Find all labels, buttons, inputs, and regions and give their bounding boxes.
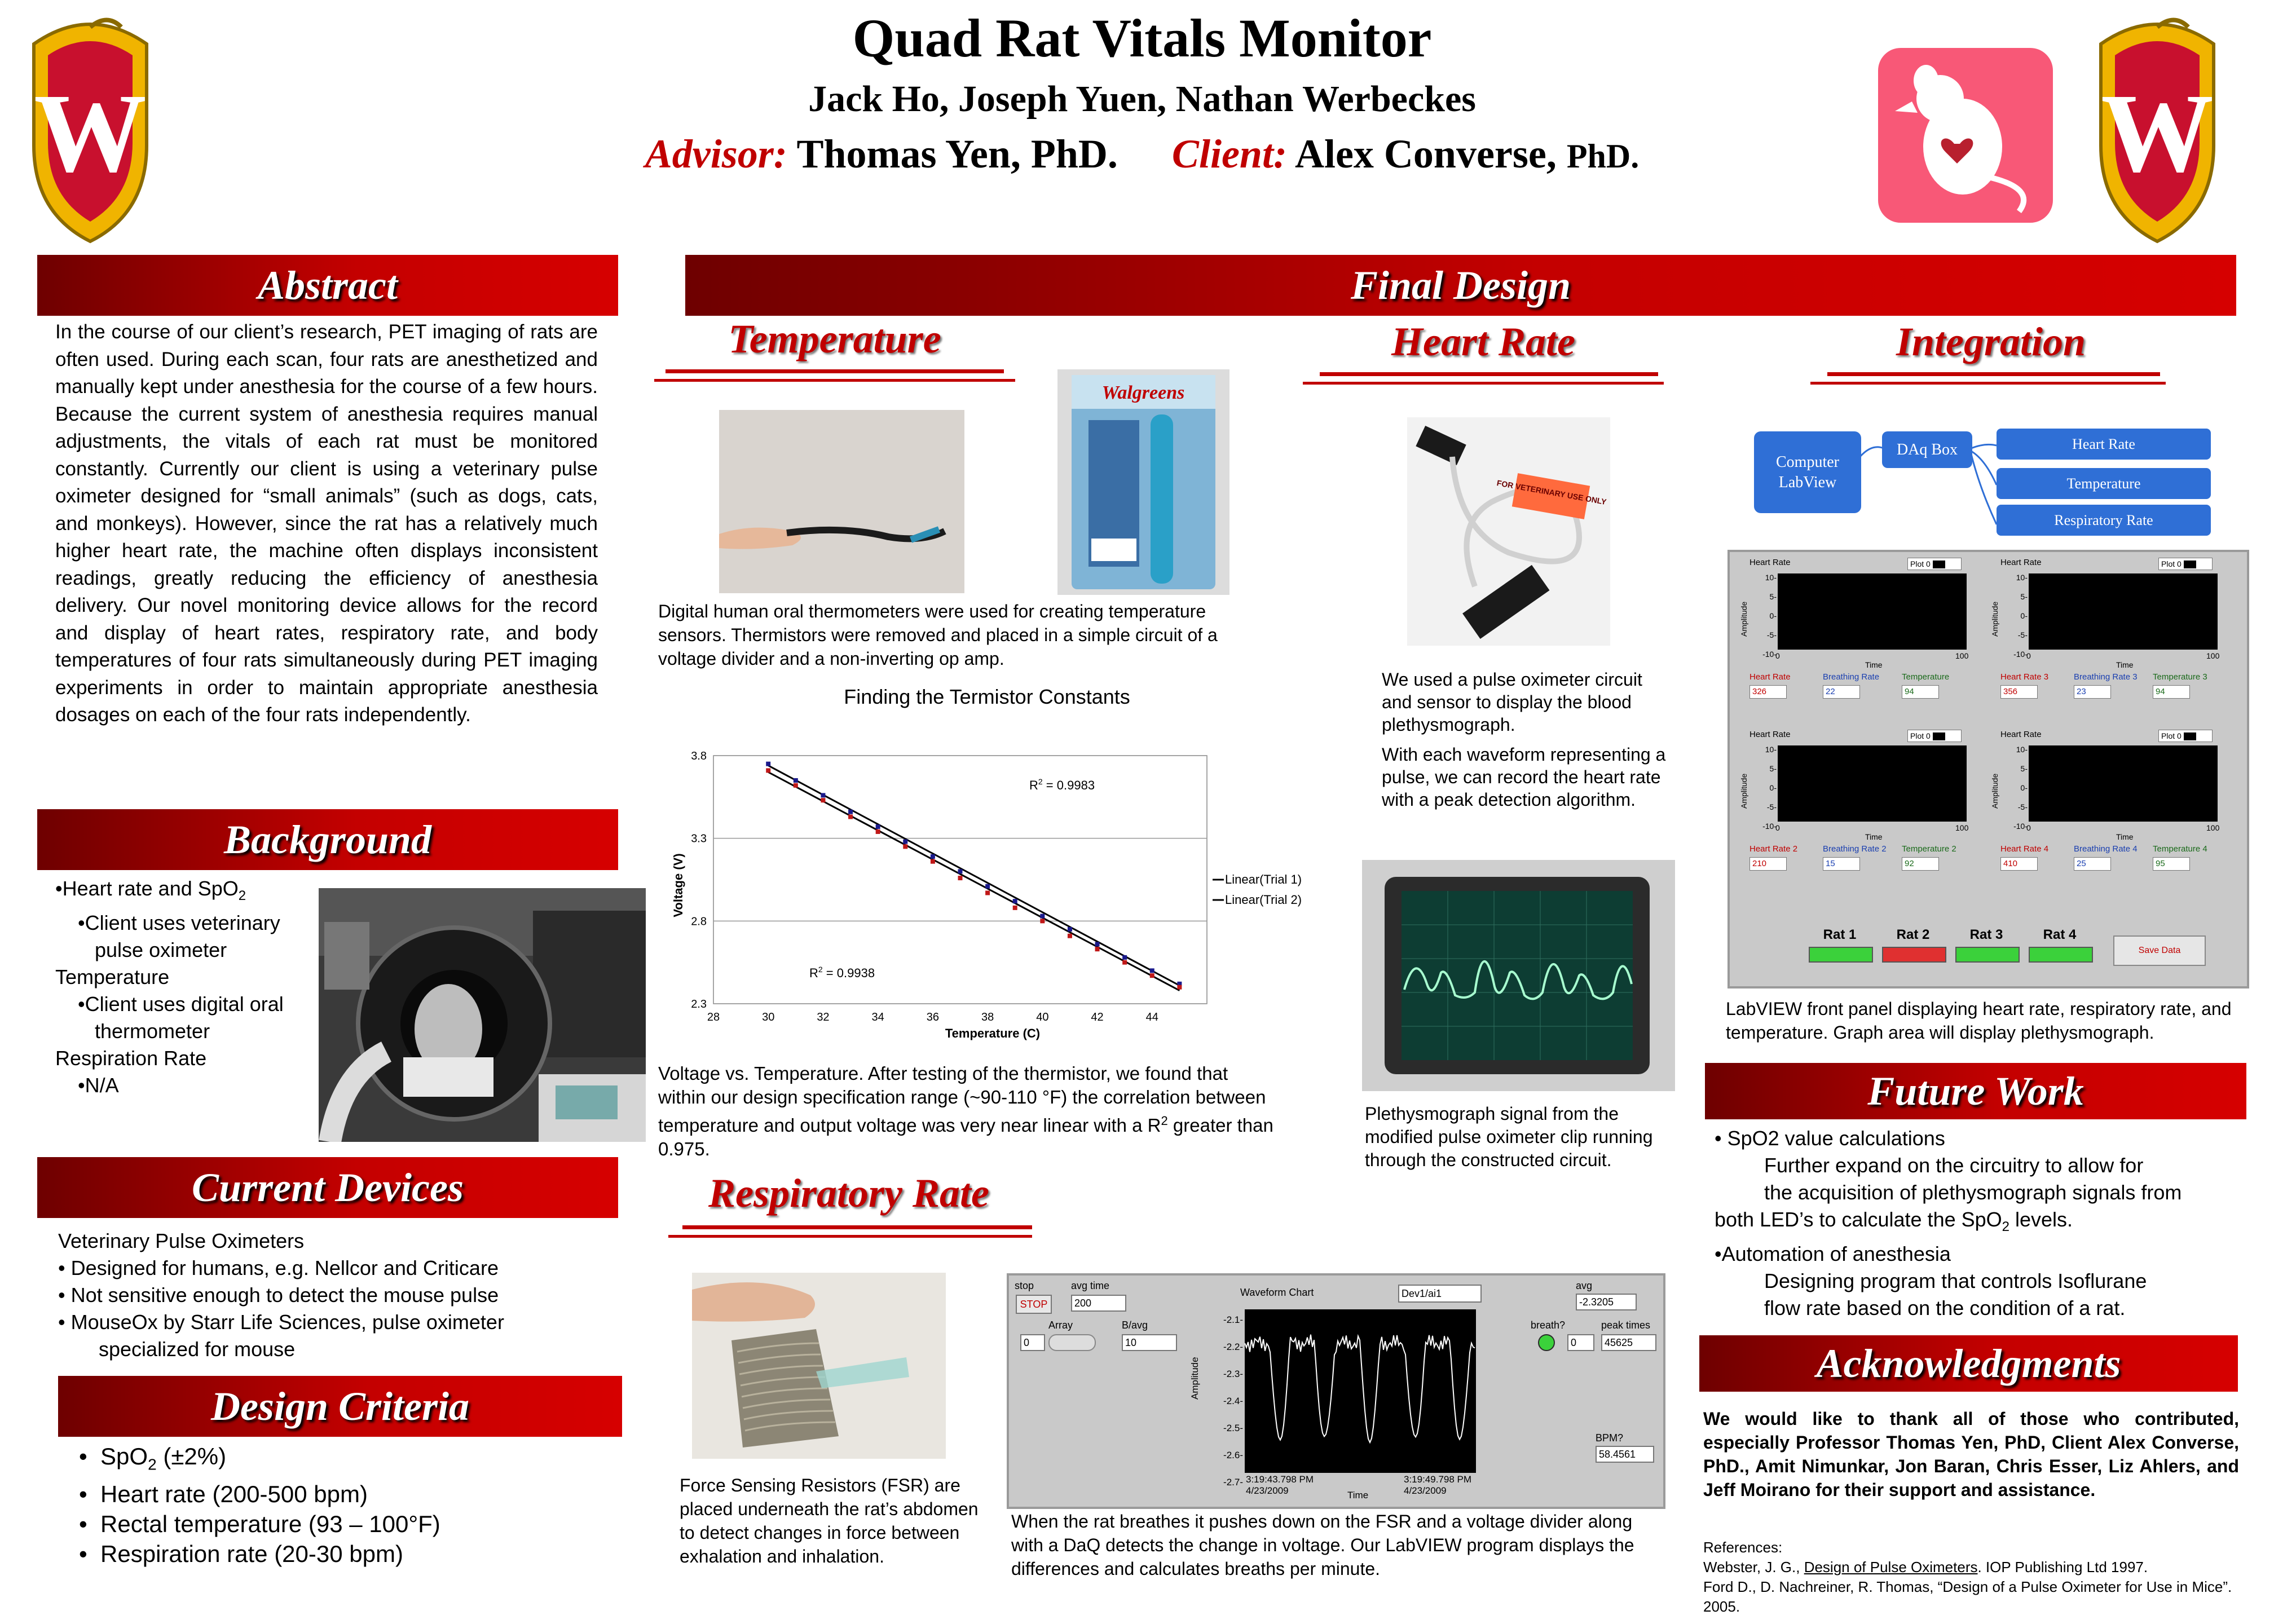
chart-point-2: [1040, 919, 1045, 923]
lv-plot-legend[interactable]: Plot 0: [2158, 730, 2213, 742]
chart-point-1: [1040, 914, 1045, 919]
lv-ytick: 10-: [2016, 745, 2028, 754]
lv-rat-toggle-1[interactable]: [1809, 947, 1873, 963]
integration-block-diagram: [1748, 420, 2245, 550]
lv-plot-legend[interactable]: Plot 0: [1907, 558, 1962, 570]
ref-1-author: Webster, J. G.,: [1703, 1559, 1804, 1576]
respiratory-labview-caption: When the rat breathes it pushes down on the FSR and a voltage divider along with a DaQ detects the change in voltage. Our LabVIEW program displays the differences and calculates breaths per minute.: [1011, 1511, 1634, 1579]
chart-point-2: [876, 829, 880, 834]
cd-line-3: • Not sensitive enough to detect the mouse pulse: [58, 1283, 499, 1307]
dc-line-1-rest: (±2%): [156, 1443, 227, 1469]
lv-ytick: -10-: [2013, 822, 2028, 831]
lv-ytick: -2.3-: [1223, 1369, 1243, 1379]
current-devices-banner: Current Devices: [37, 1157, 618, 1218]
lv-ytick: -2.6-: [1223, 1450, 1243, 1460]
lv-ytick: 10-: [1765, 745, 1777, 754]
heart-rate-caption-2: With each waveform representing a pulse, we can record the heart rate with a peak detection algorithm.: [1382, 744, 1666, 810]
lv-graph-yaxis: Amplitude: [1739, 601, 1748, 637]
lv-rat-label-1: Rat 1: [1823, 927, 1857, 942]
fw-line-7: flow rate based on the condition of a rat.: [1764, 1296, 2126, 1320]
lv-ytick: 5-: [1769, 592, 1777, 601]
client-suffix: PhD.: [1566, 138, 1640, 175]
lv-field-value: 94: [1902, 685, 1939, 699]
lv-graph-xaxis: Time: [1865, 660, 1883, 669]
chart-point-1: [931, 854, 935, 859]
chart-xtick-label: 40: [1036, 1011, 1049, 1023]
box-computer-labview: Computer LabView: [1754, 431, 1861, 513]
lv-ytick: -5-: [1766, 630, 1777, 639]
chart-ytick-label: 3.8: [691, 750, 707, 762]
lv-chart-yticks: [1212, 1307, 1243, 1496]
fw-line-2: Further expand on the circuitry to allow for: [1764, 1154, 2144, 1177]
fsr-photo: [692, 1273, 946, 1459]
chart-point-2: [794, 783, 798, 788]
box-temperature: Temperature: [1997, 468, 2211, 499]
chart-point-1: [1095, 942, 1100, 946]
lv-stop-label: stop: [1015, 1280, 1034, 1291]
box-heart-rate: Heart Rate: [1997, 429, 2211, 460]
lv-breath-led-icon: [1538, 1334, 1555, 1351]
lv-graph-yticks: [1755, 568, 1777, 664]
lv-ytick: -2.4-: [1223, 1396, 1243, 1406]
labview-caption: LabVIEW front panel displaying heart rate, respiratory rate, and temperature. Graph area will display plethysmograph.: [1726, 999, 2232, 1043]
lv-waveform-trace: [1245, 1335, 1475, 1442]
lv-ytick: -10-: [2013, 650, 2028, 659]
lv-graph-yaxis: Amplitude: [1990, 601, 1999, 637]
chart-point-1: [1122, 955, 1127, 960]
oscilloscope-photo: [1362, 860, 1675, 1091]
chart-point-1: [821, 793, 825, 797]
lv-save-data-button[interactable]: Save Data: [2113, 935, 2206, 966]
lv-array-element: [1048, 1334, 1096, 1351]
chart-xlabel: Temperature (C): [945, 1026, 1041, 1040]
thermometer-caption: Digital human oral thermometers were used for creating temperature sensors. Thermistors were removed and placed in a simple circuit of a voltage divider and a non-inverting op amp.: [658, 601, 1218, 669]
lv-stop-button[interactable]: STOP: [1016, 1295, 1052, 1314]
lv-chart-yaxis: Amplitude: [1189, 1357, 1200, 1400]
chart-point-2: [1150, 973, 1154, 978]
box-daq: DAq Box: [1882, 431, 1972, 468]
pet-scanner-photo: [319, 888, 646, 1142]
lv-rat-toggle-3[interactable]: [1955, 947, 2020, 963]
heart-rate-caption-1: We used a pulse oximeter circuit and sensor to display the blood plethysmograph.: [1382, 669, 1642, 735]
heart-rate-underline-2: [1303, 382, 1664, 385]
lv-avg-time-input[interactable]: 200: [1071, 1295, 1126, 1312]
lv-field-value: 92: [1902, 857, 1939, 871]
legend-trendline-2: Linear(Trial 2): [1225, 893, 1302, 907]
lv-graph-xaxis: Time: [2116, 660, 2134, 669]
lv-field-label: Breathing Rate 4: [2074, 844, 2138, 854]
lv-ytick: 0-: [1769, 783, 1777, 792]
lv-plot-legend[interactable]: Plot 0: [1907, 730, 1962, 742]
lv-x0: 0: [2026, 651, 2031, 660]
lv-ytick: -2.2-: [1223, 1341, 1243, 1352]
abstract-text: In the course of our client’s research, PET imaging of rats are often used. During each scan, four rats are anesthetized and manually kept under anesthesia for the course of a few hours. Because the current system of anesthesia requires manual adjustments, the vitals of each rat must be monitored constantly. Currently our client is using a veterinary pulse oximeter designed for “small animals” (such as dogs, cats, and monkeys). However, since the rat has a relatively much higher heart rate, the machine often displays inconsistent readings, greatly reducing the efficiency of anesthesia delivery. Our novel monitoring device allows for the record and display of heart rates, respiratory rate, and body temperatures of four rats simultaneously during PET imaging experiments in order to maintain appropriate anesthesia dosages on each of the four rats independently.: [55, 321, 598, 726]
lv-field-value: 15: [1823, 857, 1860, 871]
cd-line-4: • MouseOx by Starr Life Sciences, pulse oximeter: [58, 1310, 504, 1334]
lv-field-value: 22: [1823, 685, 1860, 699]
lv-ytick: -5-: [1766, 802, 1777, 811]
chart-point-2: [766, 768, 770, 773]
temp-result-line-3-text: temperature and output voltage was very near linear with a R: [658, 1115, 1161, 1136]
chart-point-2: [821, 798, 825, 802]
temperature-result-text: [658, 1062, 1329, 1161]
respiratory-labview-panel: [1007, 1273, 1665, 1509]
thermometer-package-photo: [1057, 369, 1229, 595]
chart-ytick-label: 2.8: [691, 915, 707, 928]
chart-point-1: [766, 762, 770, 766]
chart-xtick-label: 38: [981, 1011, 994, 1023]
chart-point-1: [848, 810, 853, 814]
reference-1: [1703, 1557, 2245, 1577]
lv-avg-label: avg: [1576, 1280, 1593, 1291]
lv-rat-toggle-4[interactable]: [2029, 947, 2093, 963]
lv-graph-yticks: [1755, 740, 1777, 836]
bg-line-1-sub: 2: [238, 888, 246, 904]
integration-heading: Integration: [1896, 319, 2086, 364]
bg-line-1: •Heart rate and SpO: [55, 877, 239, 900]
svg-text:W: W: [34, 71, 147, 196]
box-respiratory-rate: Respiratory Rate: [1997, 505, 2211, 536]
lv-ytick: 0-: [1769, 611, 1777, 620]
chart-point-2: [1095, 947, 1100, 951]
lv-field-value: 410: [2000, 857, 2038, 871]
bg-line-4: Temperature: [55, 965, 170, 989]
respiratory-underline-2: [668, 1235, 1032, 1238]
lv-ytick: 10-: [1765, 573, 1777, 582]
bg-line-7: Respiration Rate: [55, 1047, 207, 1070]
lv-chart-t1: [1404, 1474, 1471, 1497]
dc-line-2: • Heart rate (200-500 bpm): [79, 1481, 368, 1508]
lv-ytick: 0-: [2020, 611, 2028, 620]
chart-point-1: [1068, 927, 1072, 932]
lv-breath-label: breath?: [1531, 1320, 1566, 1331]
oscilloscope-caption: Plethysmograph signal from the modified pulse oximeter clip running through the constructed circuit.: [1365, 1104, 1653, 1170]
lv-x0: 0: [2026, 823, 2031, 832]
chart-legend: [1213, 872, 1302, 907]
lv-bavg-label: B/avg: [1122, 1320, 1148, 1331]
future-work-list: [1715, 1125, 2250, 1322]
lv-graph-title: Heart Rate: [2000, 558, 2042, 567]
lv-plot-area: [2029, 745, 2218, 822]
lv-field-value: 326: [1749, 685, 1787, 699]
lv-field-label: Heart Rate 2: [1749, 844, 1798, 854]
chart-point-1: [958, 869, 963, 873]
lv-field-label: Breathing Rate 2: [1823, 844, 1887, 854]
chart-trendline-1: [768, 766, 1179, 986]
lv-t0-date: 4/23/2009: [1246, 1485, 1289, 1496]
lv-field-label: Temperature 3: [2153, 672, 2207, 682]
lv-chart-title: Waveform Chart: [1240, 1287, 1314, 1298]
temp-result-line-1: Voltage vs. Temperature. After testing of the thermistor, we found that: [658, 1063, 1228, 1084]
lv-avg-value: -2.3205: [1576, 1294, 1637, 1310]
chart-point-2: [985, 890, 990, 895]
temp-result-line-3-rest: greater than: [1167, 1115, 1273, 1136]
lv-graph-title: Heart Rate: [2000, 730, 2042, 739]
future-work-banner: Future Work: [1705, 1063, 2246, 1119]
lv-field-value: 25: [2074, 857, 2111, 871]
fw-line-4: [1715, 1206, 2250, 1241]
abstract-banner: Abstract: [37, 255, 618, 316]
lv-plot-area: [2029, 573, 2218, 650]
lv-bavg-input[interactable]: 10: [1122, 1334, 1177, 1351]
background-list: [55, 875, 337, 1099]
chart-point-1: [985, 884, 990, 889]
chart-point-1: [903, 840, 907, 844]
chart-point-2: [848, 815, 853, 819]
lv-ytick: -2.5-: [1223, 1423, 1243, 1433]
lv-field-value: 95: [2153, 857, 2190, 871]
cd-line-5: specialized for mouse: [99, 1338, 296, 1361]
lv-plot-area: [1778, 745, 1967, 822]
lv-ytick: 10-: [2016, 573, 2028, 582]
chart-r2-lower: $R^2 = 0.9938$: [809, 965, 875, 980]
uw-crest-right-icon: [2090, 10, 2225, 247]
lv-waveform-chart: [1245, 1309, 1476, 1473]
fw-line-4-rest: levels.: [2009, 1208, 2073, 1231]
dc-line-2-text: Heart rate (200-500 bpm): [100, 1481, 368, 1508]
lv-ytick: -2.7-: [1223, 1477, 1243, 1488]
dc-line-3: • Rectal temperature (93 – 100°F): [79, 1511, 440, 1538]
lv-array-index[interactable]: 0: [1020, 1334, 1045, 1351]
lv-t0-time: 3:19:43.798 PM: [1246, 1474, 1314, 1485]
lv-plot-legend[interactable]: Plot 0: [2158, 558, 2213, 570]
lv-field-label: Temperature 4: [2153, 844, 2207, 854]
lv-ytick: -5-: [2017, 802, 2028, 811]
respiratory-heading: Respiratory Rate: [708, 1171, 989, 1216]
lv-x0: 0: [1775, 823, 1780, 832]
poster-authors: Jack Ho, Joseph Yuen, Nathan Werbeckes: [808, 78, 1476, 120]
lv-ytick: -5-: [2017, 630, 2028, 639]
client-label: Client:: [1171, 131, 1287, 176]
dc-line-4-text: Respiration rate (20-30 bpm): [100, 1541, 403, 1568]
lv-t1-time: 3:19:49.798 PM: [1404, 1474, 1472, 1485]
integration-underline-2: [1810, 382, 2166, 385]
lv-plot-area: [1778, 573, 1967, 650]
lv-field-label: Heart Rate: [1749, 672, 1791, 682]
chart-xtick-label: 30: [762, 1011, 775, 1023]
temp-result-line-3: [658, 1109, 1329, 1137]
dc-line-1: • SpO$_2$ (±2%): [79, 1443, 227, 1473]
references-label: References:: [1703, 1539, 1783, 1556]
lv-bpm-value: 58.4561: [1596, 1446, 1654, 1463]
chart-plot: [666, 685, 1337, 1046]
acknowledgments-text: We would like to thank all of those who contributed, especially Professor Thomas Yen, PhD, Client Alex Converse, PhD., Amit Nimunkar, Jon Baran, Chris Esser, Liz Ahlers, and Jeff Moirano for their support and assistance.: [1703, 1409, 2239, 1500]
advisor-label: Advisor:: [645, 131, 787, 176]
lv-graph-1: [1738, 558, 1981, 721]
pulse-oximeter-sensor-photo: [1407, 417, 1610, 646]
lv-field-value: 94: [2153, 685, 2190, 699]
lv-ytick: -2.1-: [1223, 1314, 1243, 1325]
chart-trendline-2: [768, 772, 1179, 990]
acknowledgments-banner: Acknowledgments: [1699, 1335, 2238, 1392]
ref-1-publisher: . IOP Publishing Ltd 1997.: [1977, 1559, 2148, 1576]
lv-field-label: Breathing Rate 3: [2074, 672, 2138, 682]
lv-graph-2: [1989, 558, 2232, 721]
lv-peak-index[interactable]: 0: [1567, 1334, 1594, 1351]
respiratory-underline-1: [682, 1225, 1032, 1229]
lv-field-label: Temperature 2: [1902, 844, 1956, 854]
thermistor-chart: [666, 685, 1337, 1046]
lv-ytick: 5-: [1769, 764, 1777, 773]
bg-line-6: thermometer: [95, 1020, 210, 1043]
temperature-underline-2: [654, 379, 1015, 382]
current-devices-list: [58, 1228, 622, 1363]
chart-ytick-label: 2.3: [691, 998, 707, 1010]
design-criteria-list: [79, 1441, 587, 1569]
lv-graph-title: Heart Rate: [1749, 558, 1791, 567]
dc-line-1-sub: 2: [148, 1455, 157, 1473]
walgreens-brand: Walgreens: [1101, 382, 1185, 403]
lv-chart-xaxis: Time: [1347, 1490, 1369, 1501]
chart-point-2: [1122, 960, 1127, 965]
chart-point-2: [903, 844, 907, 849]
chart-xtick-label: 28: [707, 1011, 720, 1023]
chart-xtick-label: 32: [817, 1011, 830, 1023]
veterinary-tag: FOR VETERINARY USE ONLY: [1496, 478, 1607, 507]
lv-graph-4: [1989, 730, 2232, 893]
integration-underline-1: [1827, 372, 2160, 376]
fw-line-5: •Automation of anesthesia: [1715, 1242, 1951, 1266]
svg-text:W: W: [2101, 71, 2214, 196]
chart-series: [766, 762, 1182, 991]
chart-point-1: [1150, 968, 1154, 973]
lv-rat-toggle-2[interactable]: [1882, 947, 1946, 963]
chart-point-1: [1013, 899, 1017, 903]
advisor-name: Thomas Yen, PhD.: [796, 131, 1118, 176]
ref-1-title: Design of Pulse Oximeters: [1804, 1559, 1978, 1576]
lv-rat-label-3: Rat 3: [1969, 927, 2003, 942]
lv-peak-label: peak times: [1601, 1320, 1651, 1331]
chart-xtick-label: 42: [1091, 1011, 1104, 1023]
chart-point-2: [958, 876, 963, 880]
lv-field-value: 356: [2000, 685, 2038, 699]
cd-line-1: Veterinary Pulse Oximeters: [58, 1229, 305, 1252]
lv-channel-select[interactable]: Dev1/ai1: [1398, 1285, 1482, 1303]
lv-ytick: -10-: [1762, 822, 1777, 831]
lv-graph-yticks: [2006, 740, 2028, 836]
lv-field-label: Heart Rate 4: [2000, 844, 2049, 854]
reference-2: Ford D., D. Nachreiner, R. Thomas, “Design of a Pulse Oximeter for Use in Mice”. 2005.: [1703, 1578, 2232, 1615]
chart-title: Finding the Termistor Constants: [844, 685, 1130, 708]
lv-peak-value: 45625: [1601, 1334, 1656, 1351]
chart-r2-upper: $R^2 = 0.9983$: [1029, 777, 1095, 792]
lv-graph-yaxis: Amplitude: [1739, 773, 1748, 809]
chart-point-2: [1177, 985, 1182, 990]
lv-x1: 100: [2206, 823, 2220, 832]
lv-ytick: 5-: [2020, 592, 2028, 601]
fw-line-4-sub: 2: [2002, 1219, 2010, 1235]
chart-xtick-label: 44: [1145, 1011, 1158, 1023]
lv-field-label: Breathing Rate: [1823, 672, 1880, 682]
lv-graph-yaxis: Amplitude: [1990, 773, 1999, 809]
lv-field-label: Heart Rate 3: [2000, 672, 2049, 682]
lv-graph-3: [1738, 730, 1981, 893]
lv-graph-title: Heart Rate: [1749, 730, 1791, 739]
fw-line-1: • SpO2 value calculations: [1715, 1127, 1945, 1150]
bg-line-5: •Client uses digital oral: [78, 992, 284, 1016]
lv-rat-label-2: Rat 2: [1896, 927, 1930, 942]
chart-xtick-label: 34: [871, 1011, 884, 1023]
thermistor-photo: [719, 410, 964, 593]
temperature-heading: Temperature: [728, 316, 941, 361]
chart-ytick-label: 3.3: [691, 832, 707, 845]
lv-graph-xaxis: Time: [1865, 832, 1883, 841]
lv-ytick: 5-: [2020, 764, 2028, 773]
bg-line-2: •Client uses veterinary: [78, 911, 280, 935]
chart-ylabel: Voltage (V): [671, 853, 685, 917]
dc-line-3-text: Rectal temperature (93 – 100°F): [100, 1511, 440, 1538]
lv-x1: 100: [1955, 651, 1969, 660]
temp-result-line-3-sup: 2: [1161, 1114, 1168, 1128]
lv-ytick: 0-: [2020, 783, 2028, 792]
dc-line-1-text: SpO: [100, 1443, 148, 1469]
lv-field-label: Temperature: [1902, 672, 1950, 682]
chart-point-1: [876, 824, 880, 829]
fw-line-4-text: both LED’s to calculate the SpO: [1715, 1208, 2002, 1231]
fsr-caption: Force Sensing Resistors (FSR) are placed underneath the rat’s abdomen to detect changes in force between exhalation and inhalation.: [680, 1475, 979, 1566]
bg-line-3: pulse oximeter: [95, 938, 227, 962]
lv-avg-time-label: avg time: [1071, 1280, 1110, 1291]
chart-point-2: [1068, 934, 1072, 938]
fw-line-3: the acquisition of plethysmograph signals from: [1764, 1181, 2182, 1204]
chart-point-2: [1013, 906, 1017, 910]
lv-field-value: 23: [2074, 685, 2111, 699]
lv-graph-yticks: [2006, 568, 2028, 664]
lv-array-label: Array: [1048, 1320, 1073, 1331]
chart-point-1: [794, 778, 798, 783]
design-criteria-banner: Design Criteria: [58, 1376, 622, 1437]
lv-chart-t0: [1246, 1474, 1314, 1497]
cd-line-2: • Designed for humans, e.g. Nellcor and Criticare: [58, 1256, 499, 1279]
lv-x1: 100: [2206, 651, 2220, 660]
rat-logo-icon: [1878, 48, 2053, 223]
lv-bpm-label: BPM?: [1596, 1432, 1624, 1444]
lv-x0: 0: [1775, 651, 1780, 660]
client-name: Alex Converse,: [1294, 131, 1557, 176]
temp-result-line-2: within our design specification range (~90-110 °F) the correlation between: [658, 1087, 1266, 1107]
lv-ytick: -10-: [1762, 650, 1777, 659]
final-design-banner: Final Design: [685, 255, 2236, 316]
labview-front-panel: [1727, 550, 2249, 988]
heart-rate-heading: Heart Rate: [1391, 319, 1575, 364]
legend-trendline-1: Linear(Trial 1): [1225, 872, 1302, 886]
poster-title: Quad Rat Vitals Monitor: [852, 8, 1432, 68]
fw-line-6: Designing program that controls Isoflurane: [1764, 1269, 2147, 1293]
chart-xtick-label: 36: [926, 1011, 940, 1023]
advisor-client-line: [564, 131, 1720, 178]
lv-graph-xaxis: Time: [2116, 832, 2134, 841]
lv-x1: 100: [1955, 823, 1969, 832]
temperature-underline-1: [666, 369, 1004, 373]
references: [1703, 1538, 2245, 1617]
lv-rat-label-4: Rat 4: [2043, 927, 2077, 942]
bg-line-8: •N/A: [78, 1074, 119, 1097]
uw-crest-left-icon: [23, 10, 158, 247]
dc-line-4: • Respiration rate (20-30 bpm): [79, 1541, 403, 1568]
lv-field-value: 210: [1749, 857, 1787, 871]
lv-t1-date: 4/23/2009: [1404, 1485, 1447, 1496]
temp-result-line-4: 0.975.: [658, 1138, 710, 1159]
background-banner: Background: [37, 809, 618, 870]
chart-point-2: [931, 859, 935, 864]
heart-rate-underline-1: [1320, 372, 1658, 376]
